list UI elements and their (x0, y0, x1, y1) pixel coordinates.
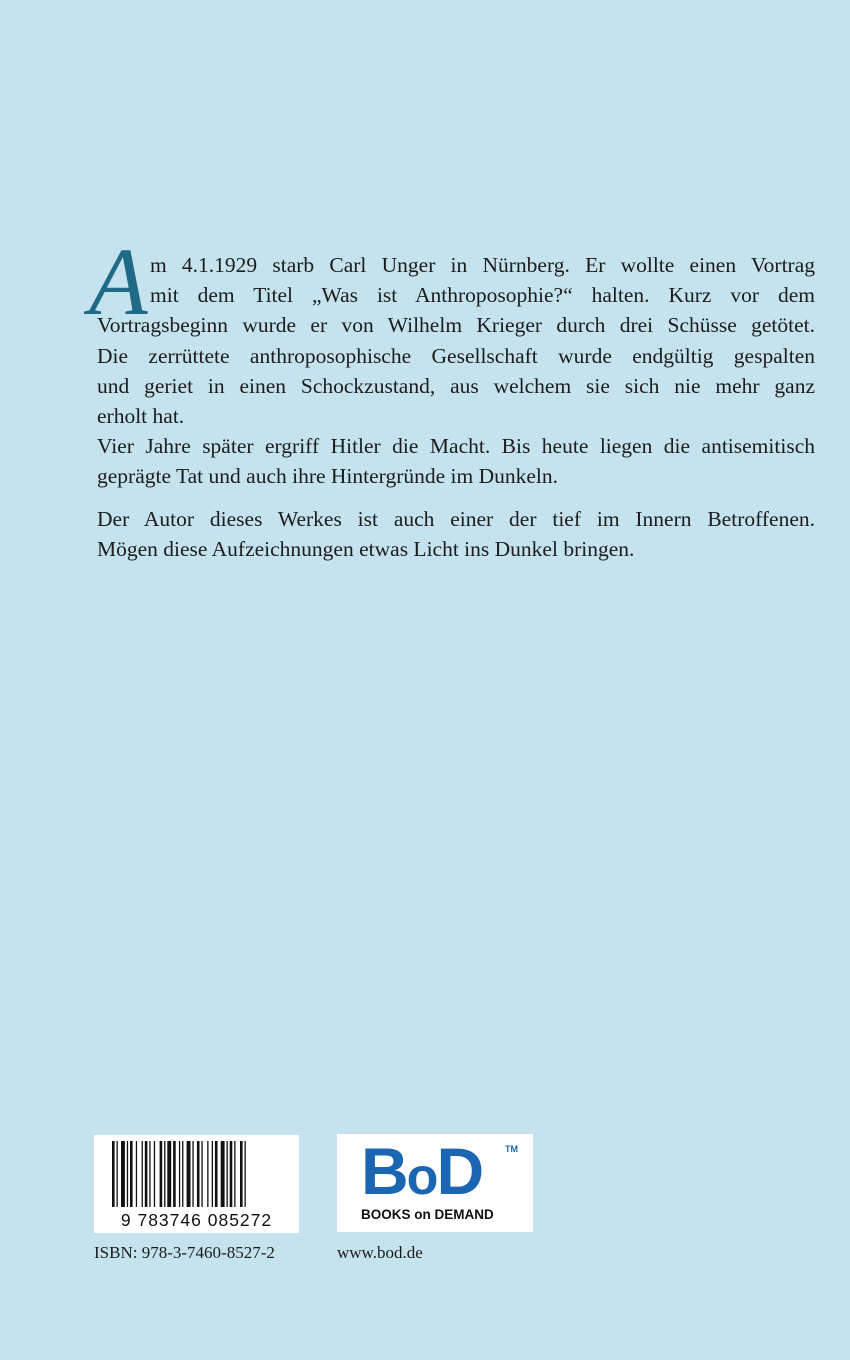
barcode-bar (192, 1141, 193, 1207)
blurb-line: erholt hat. (97, 404, 185, 429)
barcode-bar (245, 1141, 246, 1207)
blurb-line: Die zerrüttete anthroposophische Gesellschaft wurde endgültig gespalten (97, 343, 815, 368)
barcode-bar (167, 1141, 171, 1207)
barcode-bar (160, 1141, 163, 1207)
blurb-paragraph-3 (97, 504, 815, 564)
isbn-text: ISBN: 978-3-7460-8527-2 (94, 1243, 275, 1262)
publisher-website: www.bod.de (337, 1243, 423, 1262)
barcode-bar (130, 1141, 133, 1207)
barcode-bar (182, 1141, 183, 1207)
barcode-bar (173, 1141, 176, 1207)
barcode-bar (201, 1141, 202, 1207)
barcode-bar (136, 1141, 137, 1207)
barcode-bar (164, 1141, 165, 1207)
barcode-bar (179, 1141, 180, 1207)
barcode-bar (240, 1141, 243, 1207)
barcode-bar (234, 1141, 235, 1207)
logo-letter: o (406, 1148, 437, 1206)
blurb-line: und geriet in einen Schockzustand, aus welchem sie sich nie mehr ganz (97, 373, 815, 398)
barcode-bar (230, 1141, 233, 1207)
logo-letter: B (361, 1134, 407, 1208)
logo-letter: D (436, 1134, 483, 1208)
barcode-bar (121, 1141, 125, 1207)
blurb-line: geprägte Tat und auch ihre Hintergründe im Dunkeln. (97, 464, 559, 489)
bod-logo-icon (361, 1136, 482, 1212)
blurb-paragraph-1 (89, 228, 815, 431)
blurb-line: Vier Jahre später ergriff Hitler die Macht. Bis heute liegen die antisemitisch (97, 434, 815, 459)
blurb-paragraph-2 (97, 431, 815, 491)
barcode-bars-icon (94, 1135, 299, 1209)
barcode-bar (145, 1141, 148, 1207)
blurb-line: mit dem Titel „Was ist Anthroposophie?“ halten. Kurz vor dem (150, 283, 815, 308)
blurb-line: Vortragsbeginn wurde er von Wilhelm Krieger durch drei Schüsse getötet. (97, 313, 815, 338)
trademark-mark: TM (505, 1144, 518, 1154)
blurb-line: m 4.1.1929 starb Carl Unger in Nürnberg. Er wollte einen Vortrag (150, 253, 815, 277)
barcode-bar (197, 1141, 200, 1207)
barcode-bar (112, 1141, 115, 1207)
barcode-bar (149, 1141, 150, 1207)
barcode-bar (154, 1141, 155, 1207)
blurb-line: Mögen diese Aufzeichnungen etwas Licht ins Dunkel bringen. (97, 536, 635, 561)
barcode-bar (227, 1141, 228, 1207)
publisher-logo (337, 1134, 533, 1232)
barcode-bar (221, 1141, 225, 1207)
barcode-bar (187, 1141, 191, 1207)
publisher-tagline: BOOKS on DEMAND (361, 1207, 494, 1222)
drop-cap: A (89, 228, 148, 335)
barcode-digits: 9 783746 085272 (120, 1210, 273, 1230)
barcode-bar (207, 1141, 208, 1207)
barcode-bar (212, 1141, 213, 1207)
isbn-barcode (94, 1135, 299, 1233)
blurb-line: Der Autor dieses Werkes ist auch einer der tief im Innern Betroffenen. (97, 506, 815, 531)
back-cover-blurb (89, 228, 815, 564)
barcode-bar (117, 1141, 118, 1207)
barcode-bar (215, 1141, 218, 1207)
barcode-bar (127, 1141, 128, 1207)
barcode-bar (142, 1141, 143, 1207)
